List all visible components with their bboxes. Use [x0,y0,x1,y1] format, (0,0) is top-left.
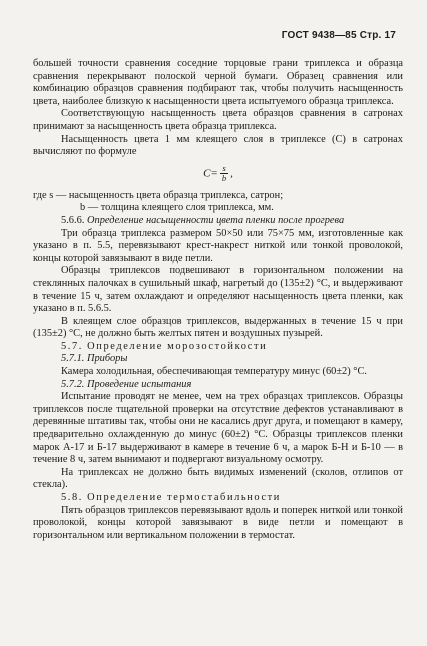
formula-lhs: C= [203,167,218,180]
section-heading: 5.7.1. Приборы [61,353,128,365]
section-title: Определение насыщенности цвета пленки после прогрева [87,214,345,226]
paragraph: На триплексах не должно быть видимых изменений (сколов, отлипов от стекла). [33,466,403,491]
section-heading: 5.7. Определение морозостойкости [61,340,268,352]
paragraph: Три образца триплекса размером 50×50 или 75×75 мм, изготовленные как указано в п. 5.5, перевязывают крест-накрест ниткой или тонкой проволокой, концы которой завязывают в виде петли. [33,227,403,264]
paragraph: Пять образцов триплексов перевязывают вдоль и поперек ниткой или тонкой проволокой, концы которой завязывают в виде петли и помещают в горизонтальном или вертикальном положении в термостат. [33,504,403,541]
formula-fraction [220,164,228,184]
formula-tail: , [230,167,233,180]
section-heading: 5.7.2. Проведение испытания [61,378,192,390]
definition-s: где s — насыщенность цвета образца триплекса, сатрон; [33,189,284,201]
formula-denominator: b [221,173,227,184]
section-heading: 5.8. Определение термостабильности [61,492,281,503]
paragraph: Камера холодильная, обеспечивающая температуру минус (60±2) °С. [61,366,367,378]
paragraph: Соответствующую насыщенность цвета образцов сравнения в сатронах принимают за насыщенность цвета образца триплекса. [33,108,403,132]
body-text [33,58,403,542]
paragraph: Испытание проводят не менее, чем на трех образцах триплексов. Образцы триплексов после тщательной проверки на отсутствие дефектов устанавливают в деревянные штативы так, чтобы они не касались друг друга, и помещают в камеру, предварительно охлажденную до минус (60±2) °С. Образцы триплексов пленки марок А-17 и Б-17 выдерживают в камере в течение 6 ч, а марок Б-Н и Б-10 — в течение 8 ч, затем вынимают и подвергают визуальному осмотру. [33,391,403,466]
paragraph: Насыщенность цвета 1 мм клеящего слоя в триплексе (C) в сатронах вычисляют по формуле [33,133,403,158]
section-number: 5.6.6. [61,214,85,226]
paragraph: большей точности сравнения соседние торцовые грани триплекса и образца сравнения перекрывают полоской черной бумаги. Образец сравнения или комбинацию образцов сравнения подбирают так, чтобы получить насыщенность цвета, наиболее близкую к насыщенности цвета испытуемого образца триплекса. [33,58,403,107]
paragraph: Образцы триплексов подвешивают в горизонтальном положении на стеклянных палочках в сушильный шкаф, нагретый до (135±2) °С, и выдерживают в течение 15 ч, затем охлаждают и определяют насыщенность цвета пленки, как указано в п. 5.6.5. [33,265,403,315]
formula [33,164,403,186]
paragraph: В клеящем слое образцов триплексов, выдержанных в течение 15 ч при (135±2) °С, не должно быть желтых пятен и воздушных пузырей. [33,315,403,340]
formula-numerator: s [220,164,228,175]
section-heading [33,215,403,228]
page-header: ГОСТ 9438—85 Стр. 17 [281,30,396,41]
definition-b: b — толщина клеящего слоя триплекса, мм. [80,202,274,214]
